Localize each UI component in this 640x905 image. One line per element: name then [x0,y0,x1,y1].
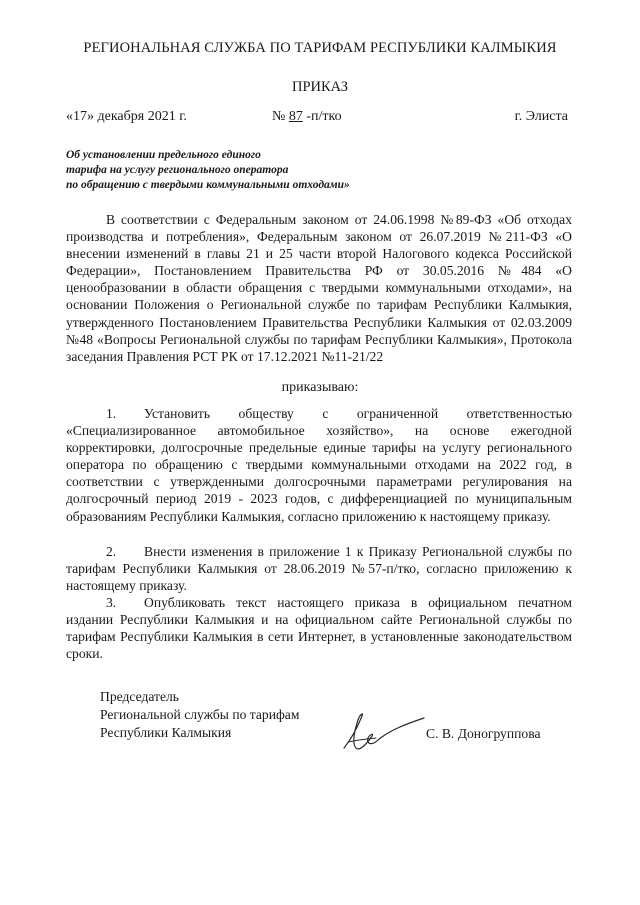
order-item-number: 2. [106,544,117,559]
document-type-title: ПРИКАЗ [291,79,349,95]
document-city: г. Элиста [514,109,568,124]
intro-paragraph: В соответствии с Федеральным законом от 24.06.1998 №89-ФЗ «Об отходах производства и потребления», Федеральным законом от 26.07.2019 №211-ФЗ «О внесении изменений в главы 21 и 25 части второй Налогового кодекса Российской Федерации», Постановлением Правительства РФ от 30.05.2016 №484 «О ценообразовании в области обращения с твердыми коммунальными отходами», на основании Положения о Региональной службе по тарифам Республики Калмыкия, утвержденного Постановлением Правительства Республики Калмыкия от 02.03.2009 №48 «Вопросы Региональной службы по тарифам Республики Калмыкия», Протокола заседания Правления РСТ РК от 17.12.2021 №11-21/22 [66,212,572,364]
subject-line: тарифа на услугу регионального оператора [66,164,289,176]
order-item-number: 1. [106,406,117,421]
document-subject [66,148,396,193]
signatory-line: Республики Калмыкия [100,725,232,740]
order-item-number: 3. [106,595,117,610]
subject-line: Об установлении предельного единого [66,149,261,161]
order-item-text: Внести изменения в приложение 1 к Приказу Региональной службы по тарифам Республики Калмыкия от 28.06.2019 №57-п/тко, согласно приложению к настоящему приказу. [66,544,572,594]
document-meta-line [66,109,568,129]
decree-word: приказываю: [281,380,359,395]
order-item-text: Опубликовать текст настоящего приказа в официальном печатном издании Республики Калмыкия и на официальном сайте Региональной службы по тарифам Республики Калмыкия в сети Интернет, в установленные законодательством сроки. [66,595,572,662]
order-item [66,543,572,594]
organization-title: РЕГИОНАЛЬНАЯ СЛУЖБА ПО ТАРИФАМ РЕСПУБЛИКИ КАЛМЫКИЯ [83,40,557,56]
subject-line: по обращению с твердыми коммунальными отходами» [66,179,350,191]
number-value: 87 [288,109,303,124]
document-number [272,109,342,125]
signatory-position [100,688,299,742]
handwritten-signature [338,708,428,758]
document-date: «17» декабря 2021 г. [66,109,187,124]
order-item-text: Установить обществу с ограниченной ответственностью «Специализированное автомобильное хозяйство», на основе ежегодной корректировки, долгосрочные предельные единые тарифы на услугу регионального оператора по обращению с твердыми коммунальными отходами на 2022 год, в соответствии с утвержденными долгосрочными параметрами регулирования на долгосрочный период 2019 - 2023 годов, с дифференциацией по муниципальным образованиям Республики Калмыкия, согласно приложению к настоящему приказу. [66,406,572,524]
order-item [66,594,572,662]
number-suffix: -п/тко [302,109,342,124]
order-item [66,405,572,525]
signatory-line: Региональной службы по тарифам [100,707,300,722]
signatory-line: Председатель [100,689,179,704]
number-prefix: № [272,109,289,124]
signer-name: С. В. Доногруппова [426,726,541,741]
